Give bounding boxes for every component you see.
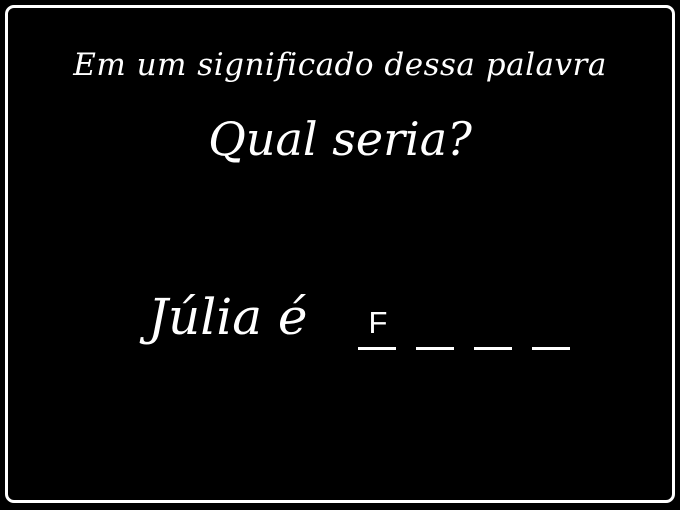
answer-first-letter: F: [368, 305, 388, 340]
blank-1: [358, 347, 396, 350]
blank-3: [474, 347, 512, 350]
blank-4: [532, 347, 570, 350]
blank-2: [416, 347, 454, 350]
prompt-question: Qual seria?: [208, 112, 472, 166]
prompt-line-1: Em um significado dessa palavra: [73, 47, 607, 83]
sentence-text: Júlia é: [148, 288, 308, 346]
